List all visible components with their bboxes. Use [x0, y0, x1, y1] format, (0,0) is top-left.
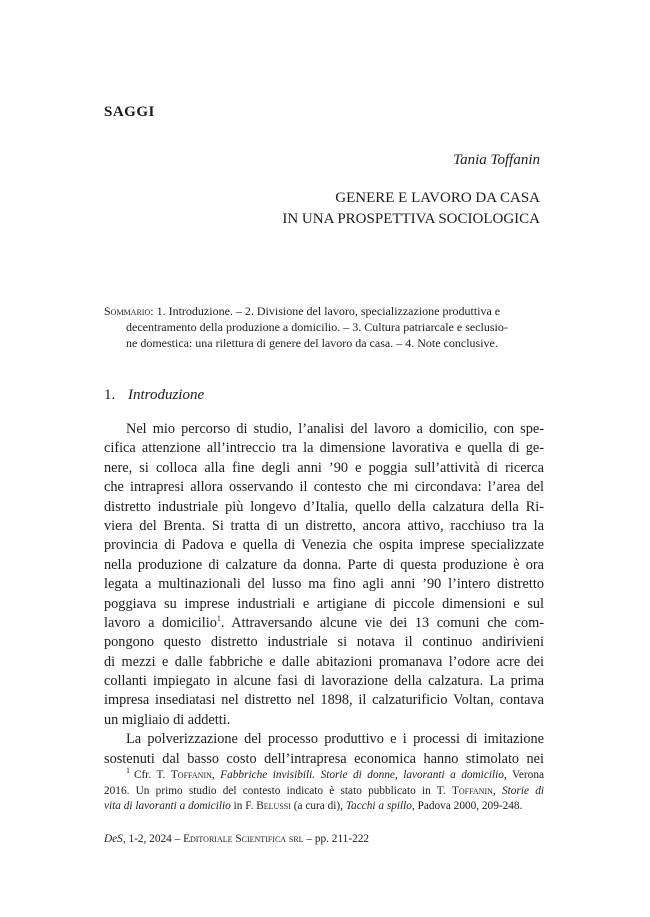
page-footer — [104, 833, 369, 845]
summary-line-3: ne domestica: una rilettura di genere del lavoro da casa. – 4. Note conclusive. — [126, 336, 498, 350]
footnote-mark: 1 — [126, 766, 130, 776]
body-line: viera del Brenta. Si tratta di un distretto, ancora attivo, racchiuso tra la — [104, 517, 544, 534]
body-line: che intrapresi allora osservando il contesto che mi circondava: l’area del — [104, 479, 544, 496]
footnote-text: , Padova 2000, 209-248. — [411, 800, 523, 812]
section-number: 1. — [104, 387, 116, 403]
journal-issue: , 1-2, 2024 – — [122, 833, 181, 845]
summary-text-1: 1. Introduzione. – 2. Divisione del lavoro, specializzazione produttiva e — [156, 304, 501, 318]
footnote-book-title: Tacchi a spillo — [345, 800, 412, 812]
footnote-book-title: Storie di — [501, 784, 544, 797]
body-line: La polverizzazione del processo produttivo e i processi di imitazione — [126, 731, 544, 748]
journal-name: DeS — [104, 833, 123, 845]
article-summary — [104, 303, 544, 351]
summary-label: Sommario: — [104, 304, 154, 318]
body-line: collanti impiegato in alcune fasi di lavorazione della calzatura. La prima — [104, 673, 544, 690]
body-line: pongono questo distretto industriale si notava il continuo andirivieni — [104, 634, 544, 651]
footnotes — [104, 768, 544, 815]
body-line: provincia di Padova e quella di Venezia che ospita imprese specializzate — [104, 537, 544, 554]
page-range: – pp. 211-222 — [306, 833, 370, 845]
body-line-11-start: lavoro a domicilio — [104, 614, 217, 631]
footnote-text: , — [492, 784, 496, 797]
body-line: sostenuti dal basso costo dell’intrapresa economica hanno stimolato nei — [104, 750, 544, 767]
footnote-text: (a cura di), — [293, 800, 343, 812]
footnote-reference[interactable]: 1 — [216, 614, 221, 624]
footnote-text: in F. — [233, 800, 254, 812]
article-author: Tania Toffanin — [453, 152, 540, 168]
footnote-text: , — [211, 769, 215, 781]
body-line-11-end: . Attraversando alcune vie dei 13 comuni che com- — [220, 614, 544, 631]
publisher-name: Editoriale Scientifica srl — [183, 833, 304, 845]
title-line-1: GENERE E LAVORO DA CASA — [335, 190, 540, 206]
body-line-with-footnote-ref — [104, 614, 544, 633]
body-line: un migliaio di addetti. — [104, 711, 231, 728]
section-label: SAGGI — [104, 104, 155, 120]
summary-line-1 — [104, 303, 544, 319]
body-line: nella produzione di calzature da donna. Parte di questa produzione è ora — [104, 556, 544, 573]
footnote-author: Belussi — [256, 800, 291, 812]
section-heading — [104, 387, 204, 404]
body-line: di mezzi e dalle fabbriche e dalle abitazioni promanava l’odore acre dei — [104, 653, 544, 670]
footnote-line-3 — [104, 799, 544, 815]
body-line: distretto industriale più longevo d’Italia, quello della calzatura della Ri- — [104, 498, 544, 515]
title-line-2: IN UNA PROSPETTIVA SOCIOLOGICA — [282, 211, 540, 227]
body-line: nere, si colloca alla fine degli anni ’90 e poggia sull’attività di ricerca — [104, 459, 544, 476]
footnote-book-title: Fabbriche invisibili. Storie di donne, lavoranti a domicilio — [220, 769, 504, 781]
section-title: Introduzione — [128, 387, 205, 403]
summary-line-2: decentramento della produzione a domicilio. – 3. Cultura patriarcale e seclusio- — [126, 320, 508, 334]
footnote-line-2 — [104, 784, 544, 800]
footnote-text: 2016. Un primo studio del contesto indicato è stato pubblicato in T. — [104, 784, 446, 797]
footnote-text: Cfr. T. — [134, 769, 166, 781]
footnote-text: , Verona — [503, 769, 544, 781]
footnote-author: Toffanin — [451, 784, 493, 797]
body-line: legata a multinazionali del lusso ma fino agli anni ’90 l’intero distretto — [104, 576, 544, 593]
article-title — [282, 188, 540, 230]
footnote-author: Toffanin — [170, 769, 212, 781]
body-text — [104, 420, 544, 769]
body-line: poggiava su imprese industriali e artigiane di piccole dimensioni e sul — [104, 595, 544, 612]
body-line: Nel mio percorso di studio, l’analisi del lavoro a domicilio, con spe- — [126, 421, 544, 437]
body-line: impresa insediatasi nel distretto nel 1898, il calzaturificio Voltan, contava — [104, 692, 544, 709]
body-line: cifica attenzione all’intreccio tra la dimensione lavorativa e quella di ge- — [104, 440, 544, 457]
footnote-book-title: vita di lavoranti a domicilio — [104, 800, 231, 812]
footnote-line-1 — [104, 768, 544, 784]
